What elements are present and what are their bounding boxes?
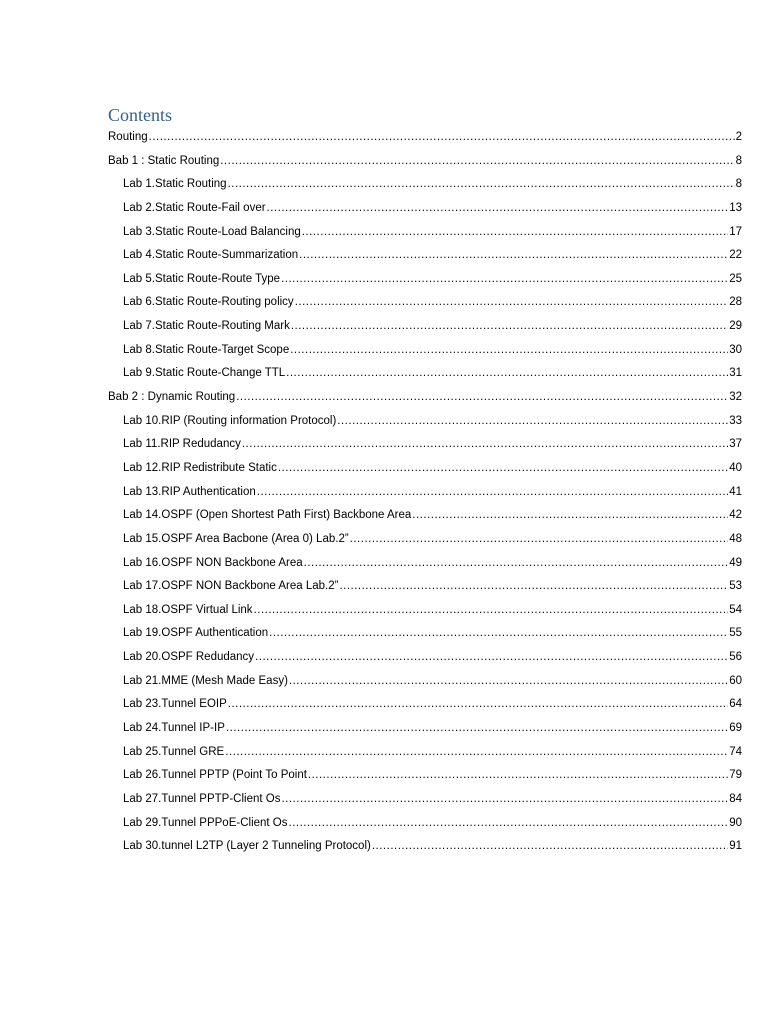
toc-entry-title: Lab 3.Static Route-Load Balancing xyxy=(123,225,301,238)
toc-entry-page-number: 64 xyxy=(729,698,742,711)
toc-entry-page-number: 13 xyxy=(729,201,742,214)
toc-entry-link[interactable] xyxy=(108,575,742,599)
toc-heading: Contents xyxy=(108,105,173,125)
toc-entry-page-number: 54 xyxy=(729,603,742,616)
toc-entry-link[interactable] xyxy=(108,433,742,457)
toc-entry-link[interactable] xyxy=(108,504,742,528)
toc-dot-leader xyxy=(289,672,728,690)
toc-entry-page-number: 41 xyxy=(729,485,742,498)
toc-entry-page-number: 29 xyxy=(729,320,742,333)
toc-list xyxy=(108,126,742,859)
toc-entry-page-number: 49 xyxy=(729,556,742,569)
toc-entry-link[interactable] xyxy=(108,339,742,363)
toc-entry-page-number: 55 xyxy=(729,627,742,640)
toc-dot-leader xyxy=(257,483,728,501)
toc-dot-leader xyxy=(337,412,728,430)
toc-entry-title: Lab 30.tunnel L2TP (Layer 2 Tunneling Protocol) xyxy=(123,840,371,853)
toc-entry-page-number: 32 xyxy=(729,391,742,404)
toc-dot-leader xyxy=(269,624,728,642)
toc-entry-title: Lab 4.Static Route-Summarization xyxy=(123,249,299,262)
toc-entry-title: Routing xyxy=(108,131,148,143)
toc-entry-page-number: 91 xyxy=(729,840,742,853)
toc-entry-title: Bab 2 : Dynamic Routing xyxy=(108,391,236,404)
toc-dot-leader xyxy=(281,790,728,808)
toc-entry-title: Lab 15.OSPF Area Bacbone (Area 0) Lab.2” xyxy=(123,532,349,545)
toc-entry-page-number: 8 xyxy=(735,154,742,167)
toc-entry-link[interactable] xyxy=(108,410,742,434)
toc-entry-link[interactable] xyxy=(108,693,742,717)
toc-entry-title: Lab 25.Tunnel GRE xyxy=(123,745,225,758)
toc-entry-link[interactable] xyxy=(108,646,742,670)
toc-entry-page-number: 30 xyxy=(729,343,742,356)
toc-entry-title: Lab 24.Tunnel IP-IP xyxy=(123,722,225,735)
toc-dot-leader xyxy=(220,152,734,170)
toc-entry-title: Lab 2.Static Route-Fail over xyxy=(123,201,266,214)
toc-entry-link[interactable] xyxy=(108,244,742,268)
toc-entry-page-number: 28 xyxy=(729,296,742,309)
toc-entry-page-number: 33 xyxy=(729,414,742,427)
toc-entry-page-number: 60 xyxy=(729,674,742,687)
toc-dot-leader xyxy=(286,364,728,382)
toc-dot-leader xyxy=(149,128,735,146)
toc-entry-link[interactable] xyxy=(108,528,742,552)
toc-entry-link[interactable] xyxy=(108,126,742,150)
toc-entry-page-number: 42 xyxy=(729,509,742,522)
toc-entry-page-number: 56 xyxy=(729,651,742,664)
toc-entry-title: Lab 9.Static Route-Change TTL xyxy=(123,367,286,380)
toc-entry-page-number: 31 xyxy=(729,367,742,380)
toc-entry-title: Lab 10.RIP (Routing information Protocol) xyxy=(123,414,337,427)
toc-entry-title: Lab 6.Static Route-Routing policy xyxy=(123,296,294,309)
toc-entry-link[interactable] xyxy=(108,315,742,339)
toc-dot-leader xyxy=(281,270,728,288)
toc-entry-link[interactable] xyxy=(108,717,742,741)
toc-dot-leader xyxy=(304,554,729,572)
toc-entry-page-number: 48 xyxy=(729,532,742,545)
toc-entry-title: Lab 14.OSPF (Open Shortest Path First) Backbone Area xyxy=(123,509,412,522)
toc-entry-link[interactable] xyxy=(108,362,742,386)
toc-entry-title: Lab 8.Static Route-Target Scope xyxy=(123,343,290,356)
toc-dot-leader xyxy=(267,199,729,217)
toc-entry-page-number: 53 xyxy=(729,580,742,593)
toc-entry-title: Lab 1.Static Routing xyxy=(123,178,227,191)
toc-entry-link[interactable] xyxy=(108,457,742,481)
toc-dot-leader xyxy=(228,695,728,713)
toc-entry-link[interactable] xyxy=(108,268,742,292)
toc-entry-page-number: 25 xyxy=(729,272,742,285)
toc-entry-page-number: 40 xyxy=(729,461,742,474)
toc-dot-leader xyxy=(228,175,735,193)
toc-entry-link[interactable] xyxy=(108,835,742,859)
toc-entry-title: Bab 1 : Static Routing xyxy=(108,154,220,167)
toc-entry-page-number: 84 xyxy=(729,792,742,805)
toc-entry-link[interactable] xyxy=(108,599,742,623)
toc-dot-leader xyxy=(225,743,728,761)
toc-entry-title: Lab 26.Tunnel PPTP (Point To Point xyxy=(123,769,307,782)
toc-dot-leader xyxy=(302,223,728,241)
toc-entry-page-number: 2 xyxy=(735,131,742,143)
toc-entry-link[interactable] xyxy=(108,788,742,812)
toc-dot-leader xyxy=(299,246,728,264)
toc-entry-title: Lab 5.Static Route-Route Type xyxy=(123,272,281,285)
toc-dot-leader xyxy=(278,459,728,477)
toc-entry-page-number: 22 xyxy=(729,249,742,262)
toc-entry-title: Lab 19.OSPF Authentication xyxy=(123,627,269,640)
toc-entry-title: Lab 17.OSPF NON Backbone Area Lab.2” xyxy=(123,580,339,593)
toc-entry-title: Lab 13.RIP Authentication xyxy=(123,485,256,498)
toc-entry-title: Lab 12.RIP Redistribute Static xyxy=(123,461,277,474)
toc-entry-page-number: 69 xyxy=(729,722,742,735)
toc-dot-leader xyxy=(350,530,729,548)
toc-entry-title: Lab 7.Static Route-Routing Mark xyxy=(123,320,290,333)
toc-entry-page-number: 90 xyxy=(729,816,742,829)
toc-entry-page-number: 8 xyxy=(735,178,742,191)
toc-entry-link[interactable] xyxy=(108,481,742,505)
toc-entry-link[interactable] xyxy=(108,150,742,174)
toc-dot-leader xyxy=(308,766,728,784)
toc-dot-leader xyxy=(291,317,728,335)
toc-dot-leader xyxy=(255,648,728,666)
toc-entry-link[interactable] xyxy=(108,764,742,788)
toc-dot-leader xyxy=(236,388,728,406)
toc-entry-page-number: 74 xyxy=(729,745,742,758)
toc-entry-link[interactable] xyxy=(108,552,742,576)
toc-dot-leader xyxy=(295,293,729,311)
toc-entry-title: Lab 27.Tunnel PPTP-Client Os xyxy=(123,792,281,805)
toc-dot-leader xyxy=(254,601,729,619)
toc-entry-page-number: 37 xyxy=(729,438,742,451)
toc-dot-leader xyxy=(290,341,728,359)
toc-entry-link[interactable] xyxy=(108,622,742,646)
toc-dot-leader xyxy=(372,837,728,855)
toc-entry-link[interactable] xyxy=(108,197,742,221)
toc-dot-leader xyxy=(242,435,728,453)
toc-entry-link[interactable] xyxy=(108,741,742,765)
toc-dot-leader xyxy=(226,719,728,737)
toc-entry-title: Lab 21.MME (Mesh Made Easy) xyxy=(123,674,288,687)
toc-entry-title: Lab 23.Tunnel EOIP xyxy=(123,698,227,711)
toc-dot-leader xyxy=(289,814,729,832)
toc-entry-title: Lab 11.RIP Redudancy xyxy=(123,438,241,451)
toc-entry-link[interactable] xyxy=(108,291,742,315)
toc-dot-leader xyxy=(339,577,728,595)
toc-entry-title: Lab 29.Tunnel PPPoE-Client Os xyxy=(123,816,288,829)
toc-entry-page-number: 17 xyxy=(729,225,742,238)
toc-entry-link[interactable] xyxy=(108,670,742,694)
toc-entry-page-number: 79 xyxy=(729,769,742,782)
toc-entry-link[interactable] xyxy=(108,221,742,245)
toc-entry-link[interactable] xyxy=(108,812,742,836)
toc-entry-link[interactable] xyxy=(108,386,742,410)
toc-entry-link[interactable] xyxy=(108,173,742,197)
toc-entry-title: Lab 20.OSPF Redudancy xyxy=(123,651,255,664)
toc-entry-title: Lab 18.OSPF Virtual Link xyxy=(123,603,253,616)
toc-entry-title: Lab 16.OSPF NON Backbone Area xyxy=(123,556,303,569)
toc-dot-leader xyxy=(412,506,728,524)
